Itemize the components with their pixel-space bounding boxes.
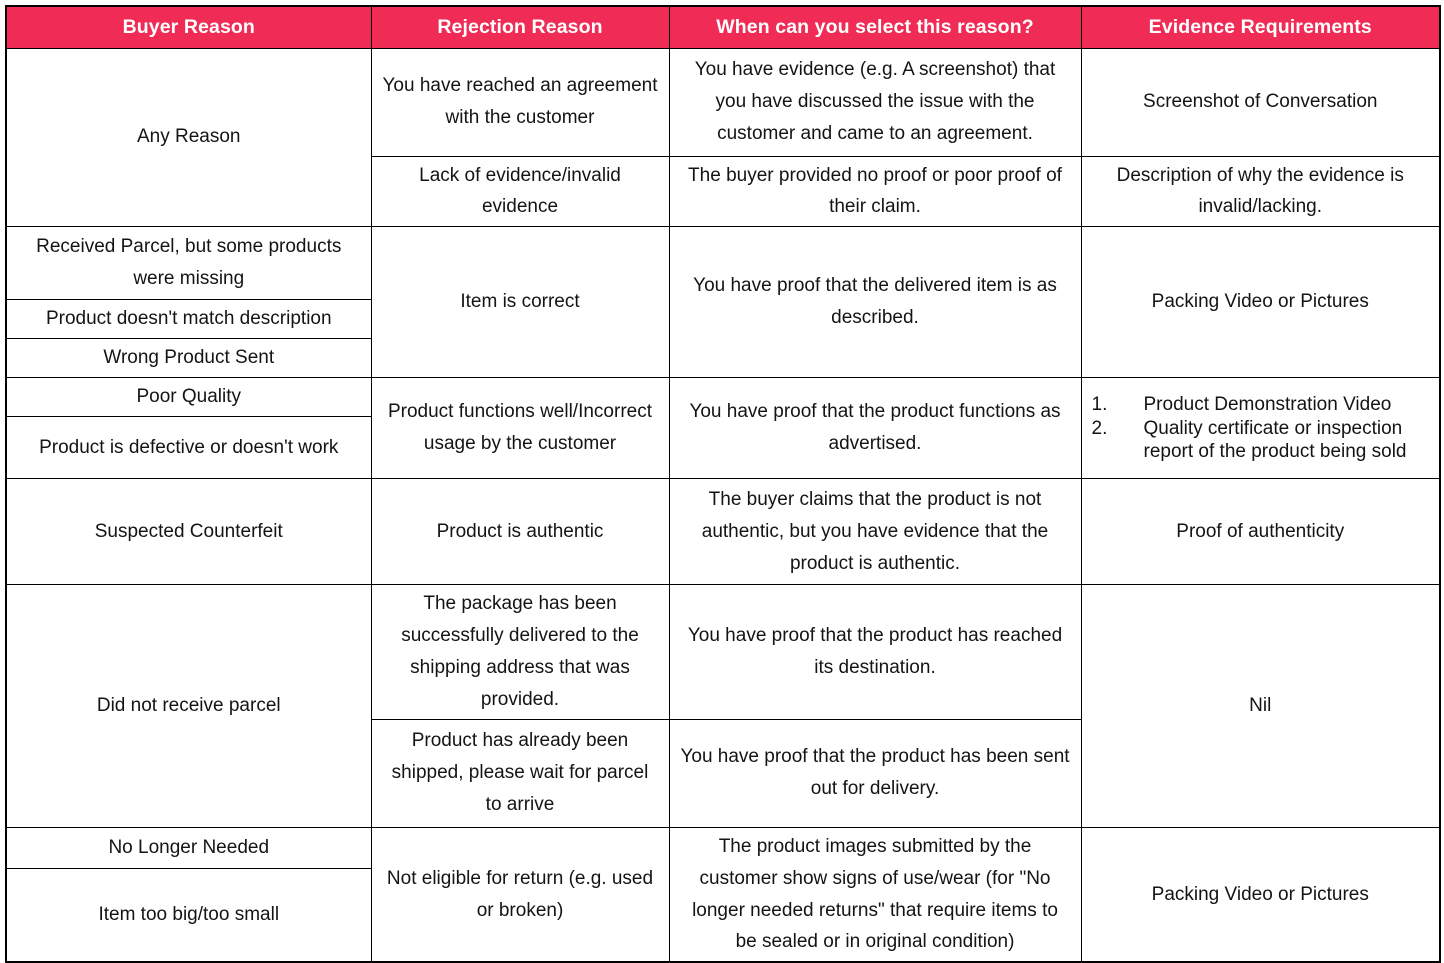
- cell-rejection-product-authentic: Product is authentic: [371, 479, 669, 585]
- cell-rejection-product-functions-well: Product functions well/Incorrect usage by the customer: [371, 378, 669, 479]
- list-item: [1092, 417, 1436, 463]
- cell-evidence-packing-video-1: Packing Video or Pictures: [1081, 227, 1440, 378]
- cell-buyer-no-longer-needed: No Longer Needed: [6, 827, 371, 868]
- table-row: [6, 378, 1440, 417]
- cell-rejection-not-eligible-return: Not eligible for return (e.g. used or broken): [371, 827, 669, 962]
- cell-evidence-description-invalid: Description of why the evidence is invalid/lacking.: [1081, 156, 1440, 227]
- cell-when-agreement: You have evidence (e.g. A screenshot) that you have discussed the issue with the customer and came to an agreement.: [669, 48, 1081, 156]
- cell-evidence-proof-of-authenticity: Proof of authenticity: [1081, 479, 1440, 585]
- cell-rejection-already-shipped: Product has already been shipped, please wait for parcel to arrive: [371, 719, 669, 827]
- cell-when-authentic-evidence: The buyer claims that the product is not authentic, but you have evidence that the product is authentic.: [669, 479, 1081, 585]
- cell-when-reached-destination: You have proof that the product has reached its destination.: [669, 585, 1081, 720]
- cell-buyer-any-reason: Any Reason: [6, 48, 371, 227]
- cell-when-sent-out-for-delivery: You have proof that the product has been sent out for delivery.: [669, 719, 1081, 827]
- table-row: [6, 479, 1440, 585]
- cell-evidence-demo-video-list: [1081, 378, 1440, 479]
- list-item-text: Quality certificate or inspection report of the product being sold: [1143, 417, 1407, 462]
- rejection-reason-table: [5, 5, 1441, 963]
- cell-buyer-item-too-big-small: Item too big/too small: [6, 868, 371, 962]
- column-header-rejection-reason: Rejection Reason: [371, 6, 669, 48]
- table-row: [6, 585, 1440, 720]
- table-row: [6, 227, 1440, 300]
- column-header-evidence-requirements: Evidence Requirements: [1081, 6, 1440, 48]
- cell-rejection-lack-of-evidence: Lack of evidence/invalid evidence: [371, 156, 669, 227]
- cell-evidence-packing-video-2: Packing Video or Pictures: [1081, 827, 1440, 962]
- cell-buyer-defective: Product is defective or doesn't work: [6, 417, 371, 479]
- cell-when-functions-as-advertised: You have proof that the product functions as advertised.: [669, 378, 1081, 479]
- cell-buyer-suspected-counterfeit: Suspected Counterfeit: [6, 479, 371, 585]
- list-item-number: 2.: [1091, 417, 1108, 439]
- cell-rejection-package-delivered: The package has been successfully delivered to the shipping address that was provided.: [371, 585, 669, 720]
- cell-when-no-proof: The buyer provided no proof or poor proof of their claim.: [669, 156, 1081, 227]
- cell-rejection-item-correct: Item is correct: [371, 227, 669, 378]
- table-row: [6, 48, 1440, 156]
- list-item-text: Product Demonstration Video: [1143, 394, 1392, 416]
- cell-when-item-as-described: You have proof that the delivered item is as described.: [669, 227, 1081, 378]
- cell-evidence-nil: Nil: [1081, 585, 1440, 828]
- cell-buyer-poor-quality: Poor Quality: [6, 378, 371, 417]
- cell-buyer-did-not-receive-parcel: Did not receive parcel: [6, 585, 371, 828]
- column-header-when-select: When can you select this reason?: [669, 6, 1081, 48]
- table-row: [6, 827, 1440, 868]
- column-header-buyer-reason: Buyer Reason: [6, 6, 371, 48]
- cell-evidence-screenshot-conversation: Screenshot of Conversation: [1081, 48, 1440, 156]
- cell-when-signs-of-use: The product images submitted by the customer show signs of use/wear (for "No longer needed returns" that require items to be sealed or in original condition): [669, 827, 1081, 962]
- cell-buyer-wrong-product-sent: Wrong Product Sent: [6, 339, 371, 378]
- cell-rejection-agreement: You have reached an agreement with the customer: [371, 48, 669, 156]
- list-item-number: 1.: [1091, 394, 1108, 416]
- cell-buyer-doesnt-match-description: Product doesn't match description: [6, 300, 371, 339]
- list-item: [1092, 393, 1436, 416]
- cell-buyer-missing-products: Received Parcel, but some products were missing: [6, 227, 371, 300]
